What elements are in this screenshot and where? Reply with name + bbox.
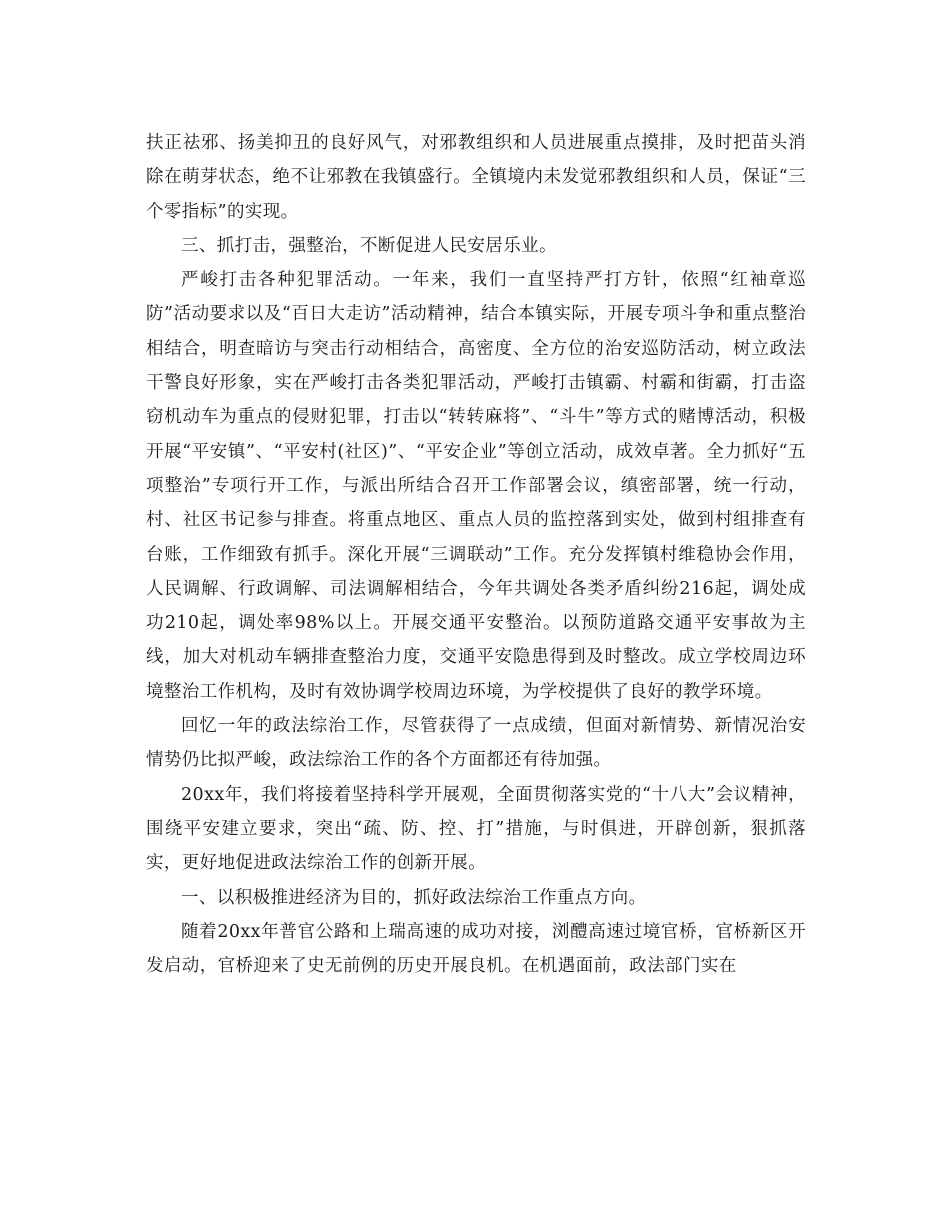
paragraph-review: 回忆一年的政法综治工作，尽管获得了一点成绩，但面对新情势、新情况治安情势仍比拟严峻，政法综治工作的各个方面都还有待加强。 <box>146 716 806 771</box>
section-heading-one: 一、以积极推进经济为目的，抓好政法综治工作重点方向。 <box>181 887 647 908</box>
section-heading-three: 三、抓打击，强整治，不断促进人民安居乐业。 <box>181 235 557 256</box>
paragraph-continuation: 扶正祛邪、扬美抑丑的良好风气，对邪教组织和人员进展重点摸排，及时把苗头消除在萌芽状态，绝不让邪教在我镇盛行。全镇境内未发觉邪教组织和人员，保证“三个零指标”的实现。 <box>146 133 806 222</box>
document-body <box>146 126 806 983</box>
paragraph-crackdown: 严峻打击各种犯罪活动。一年来，我们一直坚持严打方针，依照“红袖章巡防”活动要求以及“百日大走访”活动精神，结合本镇实际，开展专项斗争和重点整治相结合，明查暗访与突击行动相结合，高密度、全方位的治安巡防活动，树立政法干警良好形象，实在严峻打击各类犯罪活动，严峻打击镇霸、村霸和街霸，打击盗窃机动车为重点的侵财犯罪，打击以“转转麻将”、“斗牛”等方式的赌博活动，积极开展“平安镇”、“平安村(社区)”、“平安企业”等创立活动，成效卓著。全力抓好“五项整治”专项行开工作，与派出所结合召开工作部署会议，缜密部署，统一行动，村、社区书记参与排查。将重点地区、重点人员的监控落到实处，做到村组排查有台账，工作细致有抓手。深化开展“三调联动”工作。充分发挥镇村维稳协会作用，人民调解、行政调解、司法调解相结合，今年共调处各类矛盾纠纷216起，调处成功210起，调处率98%以上。开展交通平安整治。以预防道路交通平安事故为主线，加大对机动车辆排查整治力度，交通平安隐患得到及时整改。成立学校周边环境整治工作机构，及时有效协调学校周边环境，为学校提供了良好的教学环境。 <box>146 270 806 702</box>
paragraph-development: 随着20xx年普官公路和上瑞高速的成功对接，浏醴高速过境官桥，官桥新区开发启动，官桥迎来了史无前例的历史开展良机。在机遇面前，政法部门实在 <box>146 921 806 977</box>
paragraph-next-year: 20xx年，我们将接着坚持科学开展观，全面贯彻落实党的“十八大”会议精神，围绕平安建立要求，突出“疏、防、控、打”措施，与时俱进，开辟创新，狠抓落实，更好地促进政法综治工作的创新开展。 <box>146 784 806 874</box>
